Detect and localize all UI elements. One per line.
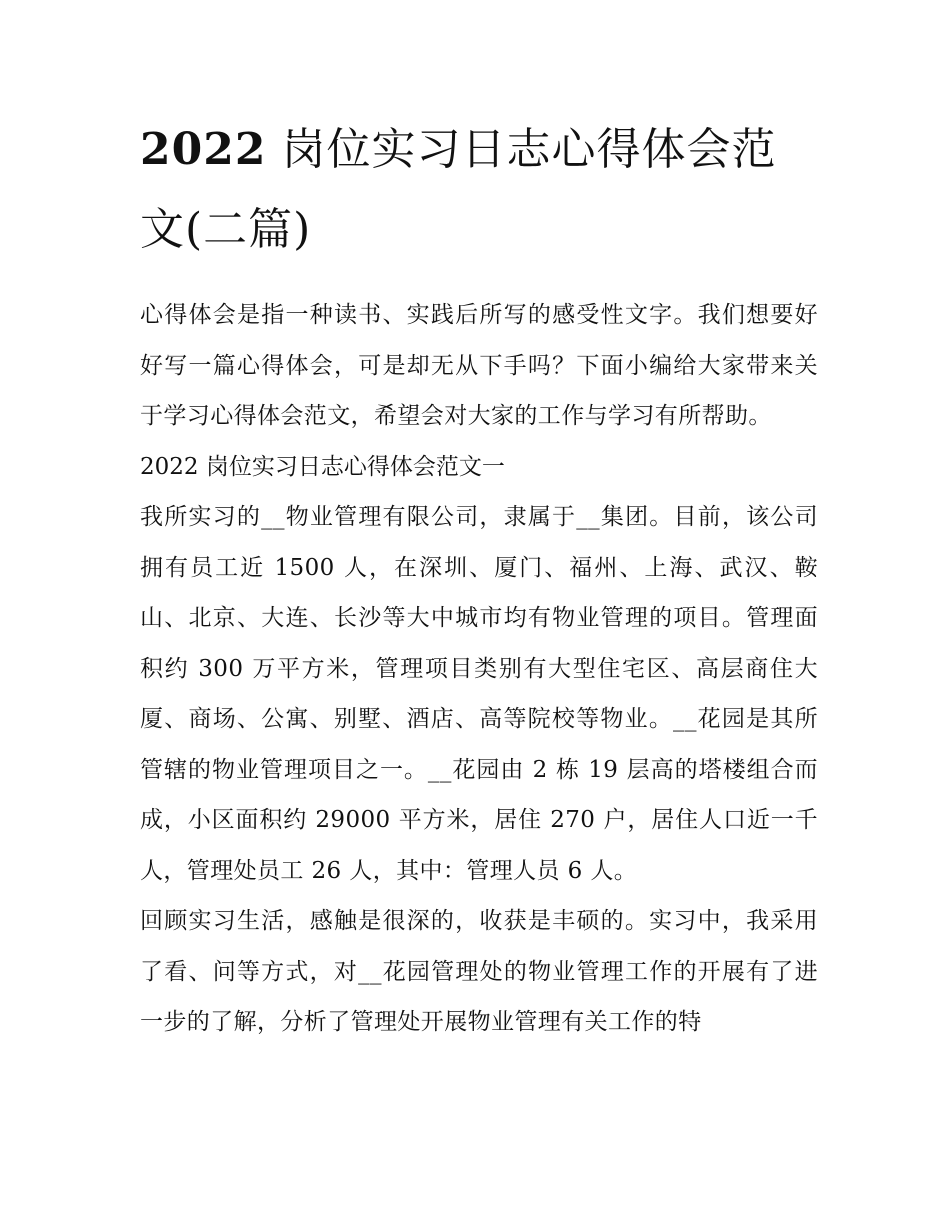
title-year: 2022 — [140, 124, 267, 175]
section-heading: 2022 岗位实习日志心得体会范文一 — [140, 453, 505, 480]
document-title — [140, 110, 818, 270]
title-text: 岗位实习日志心得体会范文(二篇) — [140, 124, 777, 255]
body-paragraph-2: 回顾实习生活，感触是很深的，收获是丰硕的。实习中，我采用了看、问等方式，对__花园管理处的物业管理工作的开展有了进一步的了解，分析了管理处开展物业管理有关工作的特 — [140, 908, 818, 1035]
intro-paragraph: 心得体会是指一种读书、实践后所写的感受性文字。我们想要好好写一篇心得体会，可是却无从下手吗？下面小编给大家带来关于学习心得体会范文，希望会对大家的工作与学习有所帮助。 — [140, 302, 818, 429]
body-paragraph-1: 我所实习的__物业管理有限公司，隶属于__集团。目前，该公司拥有员工近 1500 人，在深圳、厦门、福州、上海、武汉、鞍山、北京、大连、长沙等大中城市均有物业管理的项目。管理面积约 300 万平方米，管理项目类别有大型住宅区、高层商住大厦、商场、公寓、别墅、酒店、高等院校等物业。__花园是其所管辖的物业管理项目之一。__花园由 2 栋 19 层高的塔楼组合而成，小区面积约 29000 平方米，居住 270 户，居住人口近一千人，管理处员工 26 人，其中：管理人员 6 人。 — [140, 504, 818, 884]
document-page — [140, 110, 818, 1048]
document-body — [140, 290, 818, 1048]
